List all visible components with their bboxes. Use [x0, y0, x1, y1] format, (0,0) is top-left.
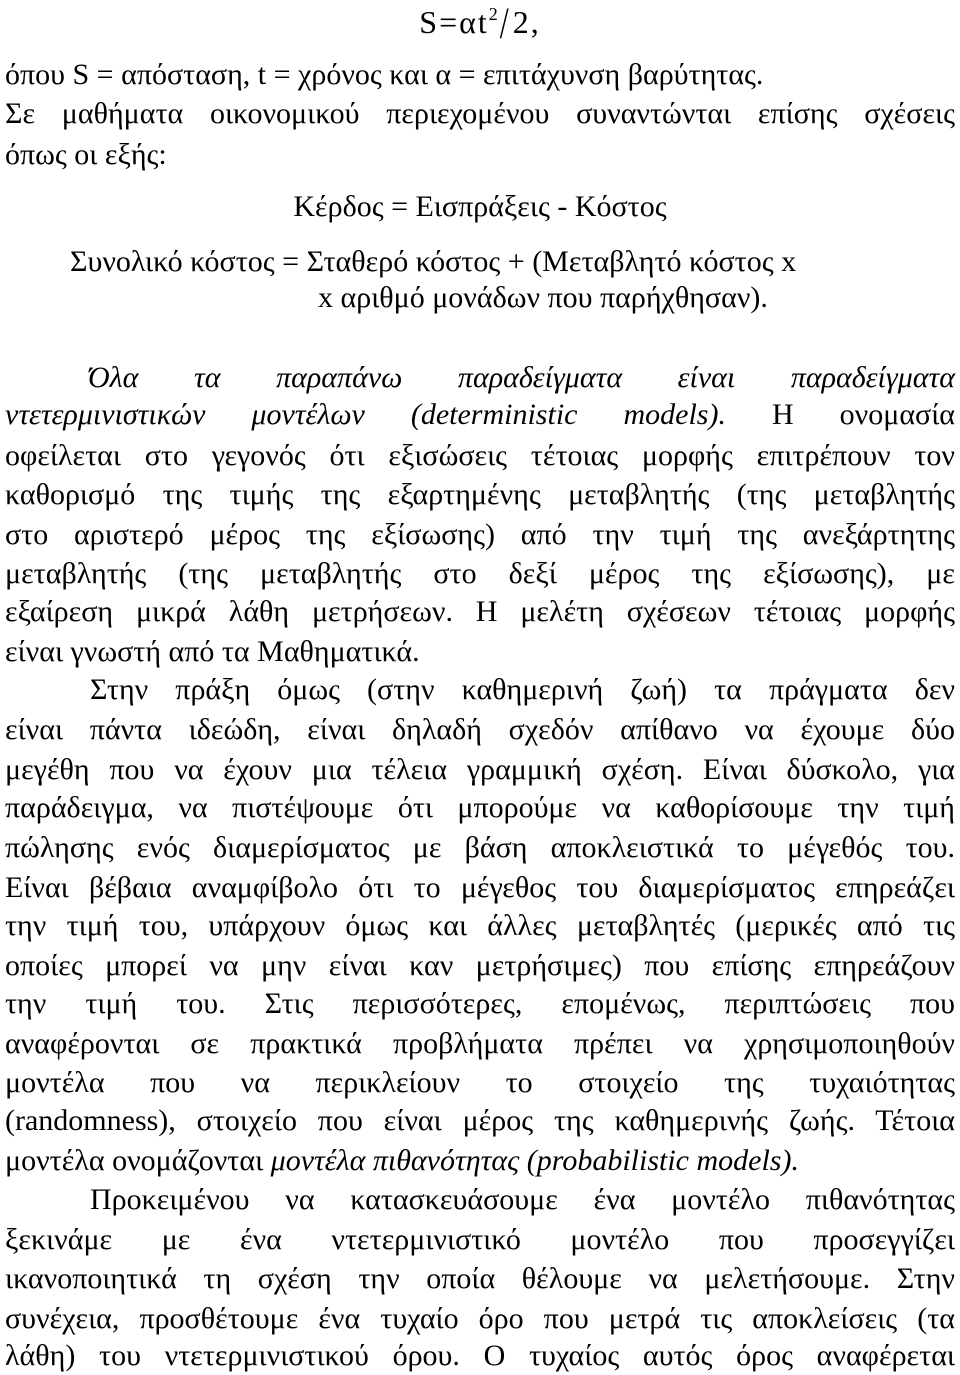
text-line: [5, 398, 955, 432]
text-line: οποίες μπορεί να μην είναι καν μετρήσιμες) που επίσης επηρεάζουν: [5, 949, 955, 982]
paragraph-1-first-line: Όλα τα παραπάνω παραδείγματα είναι παραδείγματα: [88, 361, 955, 394]
text-line: είναι πάντα ιδεώδη, είναι δηλαδή σχεδόν απίθανο να έχουμε δύο: [5, 713, 955, 746]
text-line: όπως οι εξής:: [5, 138, 167, 171]
text-line: Είναι βέβαια αναμφίβολο ότι το μέγεθος του διαμερίσματος επηρεάζει: [5, 871, 955, 904]
italic-term: μοντέλα πιθανότητας (probabilistic models).: [270, 1144, 799, 1177]
text-line: μεταβλητής (της μεταβλητής στο δεξί μέρος της εξίσωσης), με: [5, 557, 955, 590]
formula-base: S=αt: [419, 4, 489, 40]
text-line: πώλησης ενός διαμερίσματος με βάση αποκλειστικά το μέγεθός του.: [5, 831, 955, 864]
text-line: λάθη) του ντετερμινιστικού όρου. Ο τυχαίος αυτός όρος αναφέρεται: [5, 1339, 955, 1372]
text-run: Η ονομασία: [771, 398, 955, 431]
paragraph-3-first-line: Προκειμένου να κατασκευάσουμε ένα μοντέλο πιθανότητας: [90, 1183, 955, 1216]
paragraph-2-first-line: Στην πράξη όμως (στην καθημερινή ζωή) τα πράγματα δεν: [90, 673, 955, 706]
text-line: είναι γνωστή από τα Μαθηματικά.: [5, 635, 420, 668]
text-line: όπου S = απόσταση, t = χρόνος και α = επιτάχυνση βαρύτητας.: [5, 58, 764, 91]
text-line: ξεκινάμε με ένα ντετερμινιστικό μοντέλο που προσεγγίζει: [5, 1223, 955, 1256]
text-line: μεγέθη που να έχουν μια τέλεια γραμμική σχέση. Είναι δύσκολο, για: [5, 753, 955, 786]
equation-total-cost: Συνολικό κόστος = Σταθερό κόστος + (Μεταβλητό κόστος x: [70, 245, 797, 278]
text-run: μοντέλα ονομάζονται: [5, 1144, 264, 1177]
text-line: την τιμή του. Στις περισσότερες, επομένως, περιπτώσεις που: [5, 987, 955, 1020]
formula-exponent: 2: [488, 4, 498, 24]
text-line: οφείλεται στο γεγονός ότι εξισώσεις τέτοιας μορφής επιτρέπουν τον: [5, 439, 955, 472]
italic-term: ντετερμινιστικών μοντέλων (deterministic models).: [5, 398, 726, 431]
text-line: μοντέλα που να περικλείουν το στοιχείο της τυχαιότητας: [5, 1066, 955, 1099]
text-line: παράδειγμα, να πιστέψουμε ότι μπορούμε να καθορίσουμε την τιμή: [5, 791, 955, 824]
text-line: [5, 1144, 955, 1178]
text-line: Σε μαθήματα οικονομικού περιεχομένου συναντώνται επίσης σχέσεις: [5, 97, 955, 130]
text-line: (randomness), στοιχείο που είναι μέρος της καθημερινής ζωής. Τέτοια: [5, 1104, 955, 1137]
text-line: εξαίρεση μικρά λάθη μετρήσεων. Η μελέτη σχέσεων τέτοιας μορφής: [5, 595, 955, 628]
text-line: στο αριστερό μέρος της εξίσωσης) από την τιμή της ανεξάρτητης: [5, 518, 955, 551]
text-line: συνέχεια, προσθέτουμε ένα τυχαίο όρο που μετρά τις αποκλείσεις (τα: [5, 1302, 955, 1335]
text-line: καθορισμό της τιμής της εξαρτημένης μεταβλητής (της μεταβλητής: [5, 478, 955, 511]
formula-tail: 2,: [512, 4, 541, 40]
text-line: ικανοποιητικά τη σχέση την οποία θέλουμε να μελετήσουμε. Στην: [5, 1262, 955, 1295]
equation-profit: Κέρδος = Εισπράξεις - Κόστος: [293, 190, 667, 223]
formula-distance: [0, 0, 960, 48]
text-line: την τιμή του, υπάρχουν όμως και άλλες μεταβλητές (μερικές από τις: [5, 909, 955, 942]
formula-slash: /: [499, 0, 511, 48]
text-line: αναφέρονται σε πρακτικά προβλήματα πρέπει να χρησιμοποιηθούν: [5, 1027, 955, 1060]
equation-total-cost-continued: x αριθμό μονάδων που παρήχθησαν).: [318, 281, 768, 314]
